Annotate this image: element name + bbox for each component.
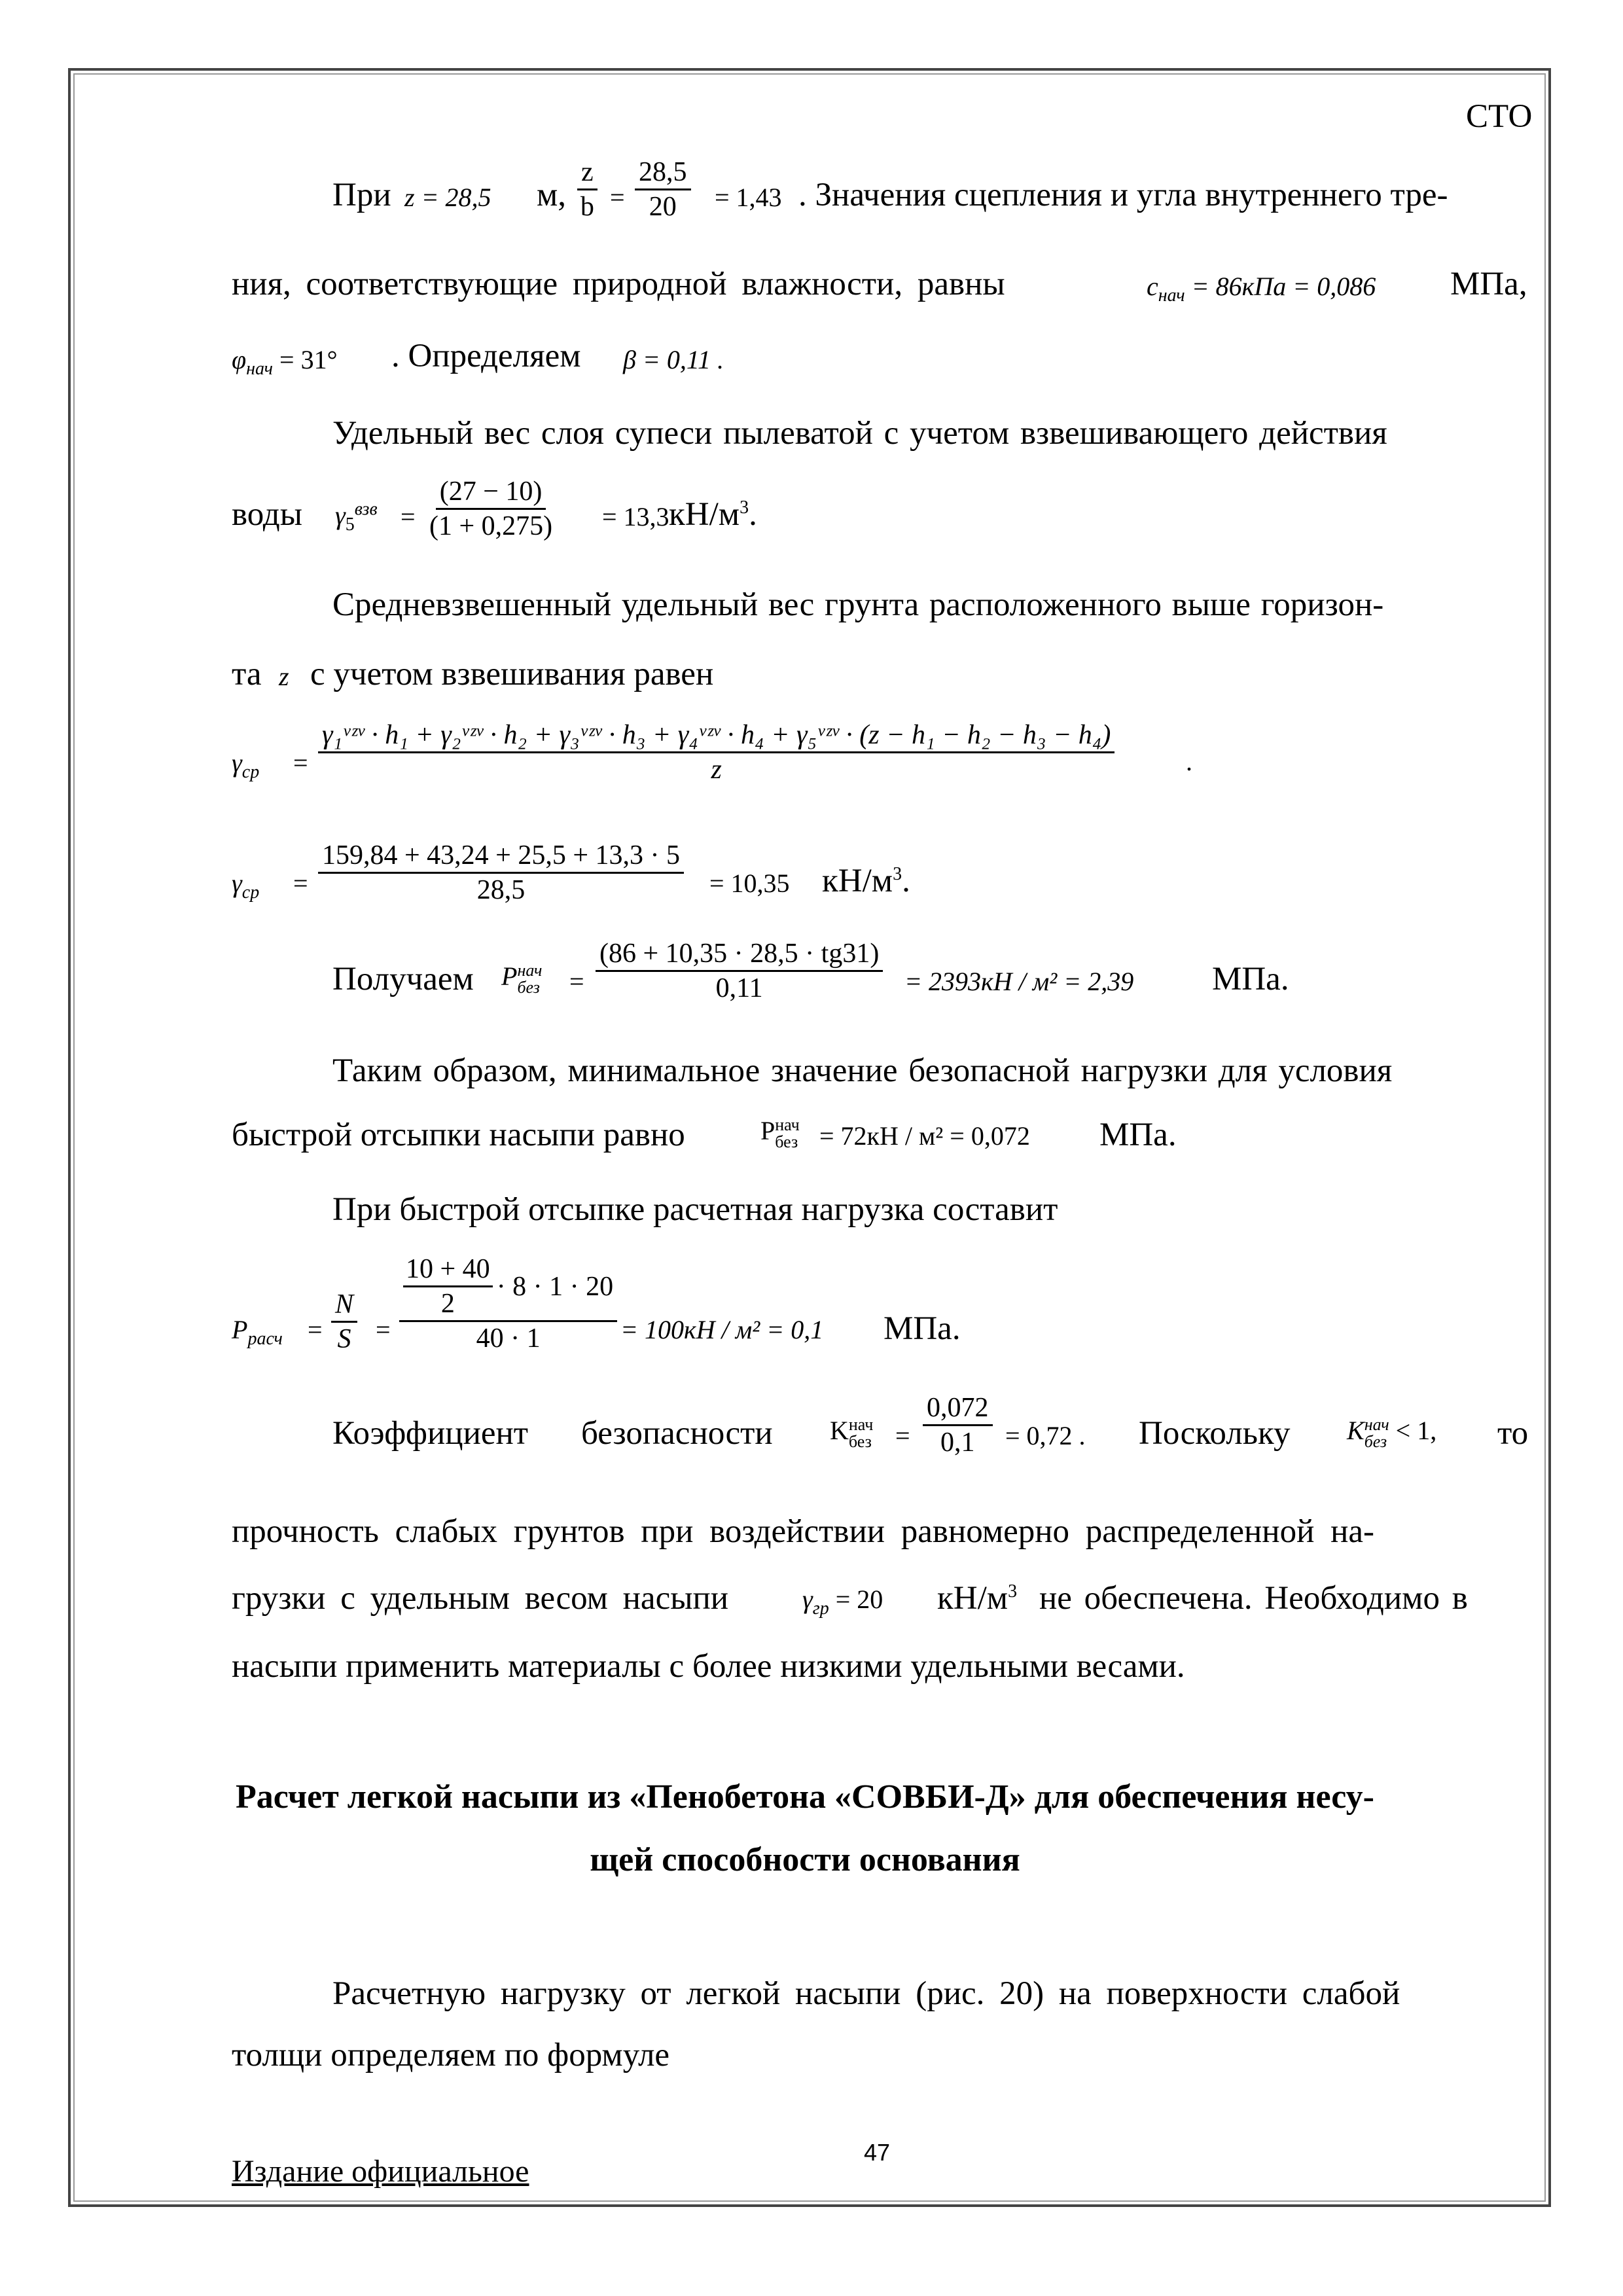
p7-w2: безопасности [581,1415,773,1452]
p3-gamma-cp-2: $\gamma_{ср}$ [232,869,260,903]
p5-line2-pre: быстрой отсыпки насыпи равно [232,1117,685,1153]
p4-eq: = [569,967,584,996]
p3-formula-dot: . [1186,747,1192,776]
p4-res: = 2393кН / м² = 2,39 [904,967,1134,996]
p5-val: = 72кН / м² = 0,072 [819,1121,1030,1151]
p3-calc-res: = 10,35 [709,869,790,898]
p1-eq-res: = 1,43 [715,183,782,212]
p7-w4: то [1497,1415,1529,1452]
page-number: 47 [864,2139,891,2166]
p1-phi-value: $\varphi_{нач} = 31^\circ$ [232,345,338,379]
footer-label: Издание официальное [232,2154,529,2189]
doc-code: СТО [1466,98,1533,135]
p7-eq: = [895,1421,910,1450]
p7-K2: K нач без < 1, [1347,1414,1437,1451]
p8-line2: толщи определяем по формуле [232,2037,670,2073]
p2-unit: $кН/м^3$. [669,496,757,533]
p8-line1: Расчетную нагрузку от легкой насыпи (рис. 20) на поверхности слабой [332,1975,1400,2012]
p4-frac: $\frac{(86 + 10,35 \cdot 28,5 \cdot tg31)}{0,11}$ [596,937,883,1005]
p4-P: P нач без [501,960,543,997]
p3-line2-z: z [279,662,289,691]
p1-c-value: $c_{нач} = 86кПа = 0,086$ [1147,272,1376,306]
p4-unit: МПа. [1212,961,1289,997]
p3-line1: Средневзвешенный удельный вес грунта расположенного выше горизон- [332,586,1384,623]
p7-K: K нач без [830,1414,874,1451]
p3-line2-pre: та [232,656,262,692]
p2-res: = 13,3 [602,502,669,531]
p6-res: = 100кН / м² = 0,1 [620,1315,824,1344]
p3-calc-unit: $кН/м^3$. [822,863,910,899]
p1-c-unit: МПа, [1450,266,1527,302]
section-heading-line1: Расчет легкой насыпи из «Пенобетона «СОВБИ-Д» для обеспечения несу- [236,1778,1374,1816]
p1-beta: β = 0,11 . [623,345,724,374]
p2-gamma: $\gamma_5^{взв}$ [335,499,378,535]
p7-res: = 0,72 . [1005,1421,1086,1450]
p1-frac-zb: $\frac{z}{b}$ [577,156,597,223]
p6-frac-calc: 10 + 40 2 · 8 · 1 · 20 40 · 1 [399,1253,617,1355]
p2-pre: воды [232,496,302,533]
p7-line4: насыпи применить материалы с более низкими удельными весами. [232,1648,1185,1685]
p2-frac: $\frac{(27 - 10)}{(1 + 0,275)}$ [429,476,553,541]
p1-line1-post: . Значения сцепления и угла внутреннего тре- [798,177,1448,213]
p3-eq2: = [293,869,308,898]
p2-eq: = [401,502,416,531]
p6-frac-ns: $\frac{N}{S}$ [331,1288,357,1355]
p2-line1: Удельный вес слоя супеси пылеватой с учетом взвешивающего действия [332,415,1387,452]
p7-unit: $кН/м^3$ [937,1580,1018,1617]
p1-line3-post: . Определяем [391,338,581,374]
p7-w1: Коэффициент [332,1415,529,1452]
p5-line1: Таким образом, минимальное значение безопасной нагрузки для условия [332,1052,1393,1089]
p6-P: $P_{расч}$ [232,1315,283,1349]
p6-eq1: = [308,1315,323,1344]
p7-line2: прочность слабых грунтов при воздействии равномерно распределенной на- [232,1513,1375,1550]
p3-line2-post: с учетом взвешивания равен [310,656,714,692]
p1-line2-pre: ния, соответствующие природной влажности, равны [232,266,1005,302]
p5-P: P нач без [760,1115,800,1151]
p7-gamma: $\gamma_{гр} = 20$ [802,1585,883,1619]
p1-frac-vals: $\frac{28,5}{20}$ [635,156,691,223]
p3-gamma-cp: $\gamma_{ср}$ [232,748,260,782]
p5-unit: МПа. [1099,1117,1177,1153]
p7-w3: Поскольку [1139,1415,1291,1452]
p3-formula: γ₁ᵛᶻᵛ · h₁ + γ₂ᵛᶻᵛ · h₂ + γ₃ᵛᶻᵛ · h₃ + γ₄ᵛᶻᵛ · h₄ + γ₅ᵛᶻᵛ · (z − h₁ − h₂ − h₃ − h₄) z [318,719,1115,786]
p7-frac: $\frac{0,072}{0,1}$ [923,1391,993,1459]
p1-unit-m: м, [537,177,567,213]
p1-z-eq: z = 28,5 [404,183,491,212]
p6-line1: При быстрой отсыпке расчетная нагрузка составит [332,1191,1058,1228]
p7-line3-post: не обеспечена. Необходимо в [1039,1580,1468,1617]
p4-pre: Получаем [332,961,474,997]
p1-line1-pre: При [332,177,391,213]
p1-eq-sign: = [610,183,625,212]
p3-eq1: = [293,748,308,778]
p7-line3-pre: грузки с удельным весом насыпи [232,1580,729,1617]
p6-unit: МПа. [883,1310,961,1347]
section-heading-line2: щей способности основания [590,1841,1020,1878]
p6-eq2: = [376,1315,391,1344]
p3-calc: $\frac{159,84 + 43,24 + 25,5 + 13,3 \cdot 5}{28,5}$ [318,839,684,906]
